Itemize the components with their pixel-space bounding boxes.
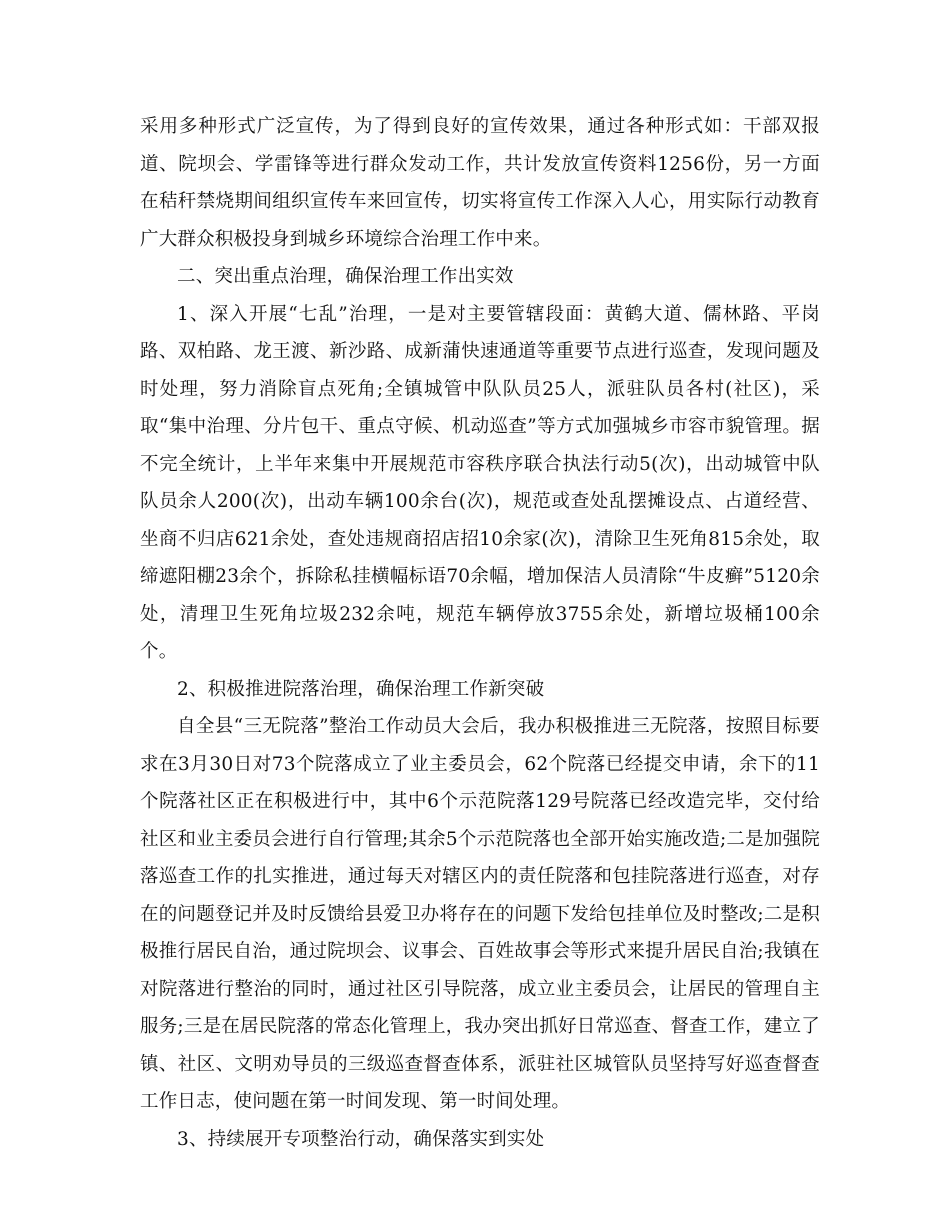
section-heading-key-governance: 二、突出重点治理，确保治理工作出实效 xyxy=(177,266,514,287)
paragraph-courtyard-governance: 自全县“三无院落”整治工作动员大会后，我办积极推进三无院落，按照目标要求在3月30日对73个院落成立了业主委员会，62个院落已经提交申请，余下的11个院落社区正在积极进行中，其中6个示范院落129号院落已经改造完毕，交付给社区和业主委员会进行自行管理;其余5个示范院落也全部开始实施改造;二是加强院落巡查工作的扎实推进，通过每天对辖区内的责任院落和包挂院落进行巡查，对存在的问题登记并及时反馈给县爱卫办将存在的问题下发给包挂单位及时整改;二是积极推行居民自治，通过院坝会、议事会、百姓故事会等形式来提升居民自治;我镇在对院落进行整治的同时，通过社区引导院落，成立业主委员会，让居民的管理自主服务;三是在居民院落的常态化管理上，我办突出抓好日常巡查、督查工作，建立了镇、社区、文明劝导员的三级巡查督查体系，派驻社区城管队员坚持写好巡查督查工作日志，使问题在第一时间发现、第一时间处理。 xyxy=(140,716,820,1112)
subheading-special-rectification: 3、持续展开专项整治行动，确保落实到实处 xyxy=(177,1128,545,1150)
paragraph-seven-chaos-governance: 1、深入开展“七乱”治理，一是对主要管辖段面：黄鹤大道、儒林路、平岗路、双柏路、龙王渡、新沙路、成新蒲快速通道等重要节点进行巡查，发现问题及时处理，努力消除盲点死角;全镇城管中队队员25人，派驻队员各村(社区)，采取“集中治理、分片包干、重点守候、机动巡查”等方式加强城乡市容市貌管理。据不完全统计，上半年来集中开展规范市容秩序联合执法行动5(次)，出动城管中队队员余人200(次)，出动车辆100余台(次)，规范或查处乱摆摊设点、占道经营、坐商不归店621余处，查处违规商招店招10余家(次)，清除卫生死角815余处，取缔遮阳棚23余个，拆除私挂横幅标语70余幅，增加保洁人员清除“牛皮癣”5120余处，清理卫生死角垃圾232余吨，规范车辆停放3755余处，新增垃圾桶100余个。 xyxy=(140,303,820,662)
document-page xyxy=(140,108,820,1158)
subheading-courtyard-governance: 2、积极推进院落治理，确保治理工作新突破 xyxy=(177,678,545,700)
paragraph-publicity: 采用多种形式广泛宣传，为了得到良好的宣传效果，通过各种形式如：干部双报道、院坝会、学雷锋等进行群众发动工作，共计发放宣传资料1256份，另一方面在秸秆禁烧期间组织宣传车来回宣传，切实将宣传工作深入人心，用实际行动教育广大群众积极投身到城乡环境综合治理工作中来。 xyxy=(140,116,820,250)
